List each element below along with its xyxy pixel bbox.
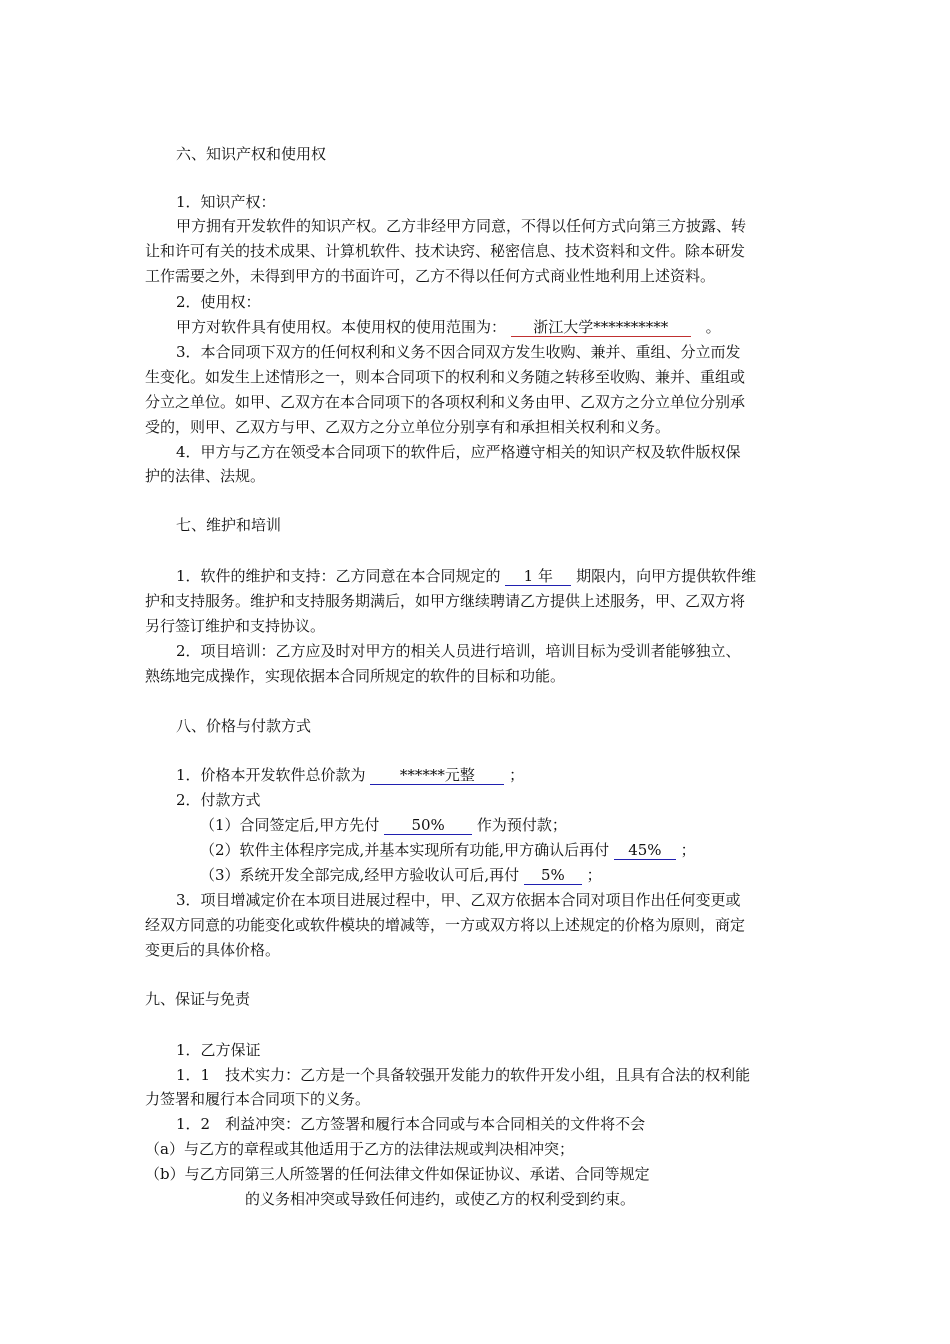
item3-line-3: 分立之单位。如甲、乙双方在本合同项下的各项权利和义务由甲、乙双方之分立单位分别承 — [145, 393, 746, 411]
section-8-heading: 八、价格与付款方式 — [176, 717, 312, 735]
section-7-heading: 七、维护和培训 — [176, 516, 282, 534]
maint-suffix: 期限内，向甲方提供软件维 — [576, 567, 757, 585]
maint-line-2: 护和支持服务。维护和支持服务期满后，如甲方继续聘请乙方提供上述服务，甲、乙双方将 — [145, 592, 746, 610]
adjust-line-3: 变更后的具体价格。 — [145, 941, 281, 959]
warranty-11-line-2: 力签署和履行本合同项下的义务。 — [145, 1090, 371, 1108]
price-field: ******元整 — [370, 766, 504, 785]
warranty-11-line-1: 1．1 技术实力：乙方是一个具备较强开发能力的软件开发小组，且具有合法的权利能 — [176, 1066, 751, 1084]
price-line — [176, 764, 524, 786]
maint-prefix: 1．软件的维护和支持：乙方同意在本合同规定的 — [176, 567, 501, 585]
item3-line-2: 生变化。如发生上述情形之一，则本合同项下的权利和义务随之转移至收购、兼并、重组或 — [145, 368, 746, 386]
use-scope-prefix: 甲方对软件具有使用权。本使用权的使用范围为： — [176, 318, 507, 336]
maint-line-3: 另行签订维护和支持协议。 — [145, 617, 326, 635]
price-suffix: ； — [509, 766, 525, 784]
section-9-heading: 九、保证与免责 — [145, 990, 251, 1008]
ip-label: 1．知识产权： — [176, 193, 276, 211]
item3-line-4: 受的，则甲、乙双方与甲、乙双方之分立单位分别享有和承担相关权利和义务。 — [145, 418, 671, 436]
pay-1-line — [200, 814, 567, 836]
price-prefix: 1．价格本开发软件总价款为 — [176, 766, 366, 784]
pay-2-line — [200, 839, 696, 861]
pay-1-field: 50% — [384, 816, 472, 835]
pay-2-field: 45% — [614, 841, 676, 860]
warranty-b-line-2: 的义务相冲突或导致任何违约，或使乙方的权利受到约束。 — [245, 1190, 636, 1208]
pay-3-prefix: （3）系统开发全部完成,经甲方验收认可后,再付 — [200, 866, 520, 884]
adjust-line-1: 3．项目增减定价在本项目进展过程中，甲、乙双方依据本合同对项目作出任何变更或 — [176, 891, 741, 909]
warranty-a-line: （a）与乙方的章程或其他适用于乙方的法律法规或判决相冲突； — [145, 1140, 574, 1158]
pay-1-suffix: 作为预付款； — [476, 816, 567, 834]
train-line-1: 2．项目培训：乙方应及时对甲方的相关人员进行培训，培训目标为受训者能够独立、 — [176, 642, 741, 660]
train-line-2: 熟练地完成操作，实现依据本合同所规定的软件的目标和功能。 — [145, 667, 566, 685]
use-label: 2．使用权： — [176, 293, 261, 311]
item4-line-2: 护的法律、法规。 — [145, 467, 266, 485]
pay-2-prefix: （2）软件主体程序完成,并基本实现所有功能,甲方确认后再付 — [200, 841, 610, 859]
ip-text-line-2: 让和许可有关的技术成果、计算机软件、技术诀窍、秘密信息、技术资料和文件。除本研发 — [145, 242, 746, 260]
item4-line-1: 4．甲方与乙方在领受本合同项下的软件后，应严格遵守相关的知识产权及软件版权保 — [176, 443, 741, 461]
maint-period-field: 1 年 — [505, 567, 571, 586]
pay-3-line — [200, 864, 602, 886]
use-scope-suffix: 。 — [705, 318, 721, 336]
use-scope-field: 浙江大学********** — [511, 318, 691, 337]
warranty-label: 1．乙方保证 — [176, 1041, 261, 1059]
section-6-heading: 六、知识产权和使用权 — [176, 145, 327, 163]
warranty-b-line-1: （b）与乙方同第三人所签署的任何法律文件如保证协议、承诺、合同等规定 — [145, 1165, 650, 1183]
ip-text-line-3: 工作需要之外，未得到甲方的书面许可，乙方不得以任何方式商业性地利用上述资料。 — [145, 267, 716, 285]
ip-text-line-1: 甲方拥有开发软件的知识产权。乙方非经甲方同意，不得以任何方式向第三方披露、转 — [176, 217, 747, 235]
pay-label: 2．付款方式 — [176, 791, 261, 809]
pay-2-suffix: ； — [680, 841, 696, 859]
adjust-line-2: 经双方同意的功能变化或软件模块的增减等，一方或双方将以上述规定的价格为原则，商定 — [145, 916, 746, 934]
pay-3-suffix: ； — [586, 866, 602, 884]
pay-1-prefix: （1）合同签定后,甲方先付 — [200, 816, 380, 834]
item3-line-1: 3．本合同项下双方的任何权利和义务不因合同双方发生收购、兼并、重组、分立而发 — [176, 343, 741, 361]
maint-line-1 — [176, 565, 756, 587]
warranty-12-line: 1．2 利益冲突：乙方签署和履行本合同或与本合同相关的文件将不会 — [176, 1115, 646, 1133]
pay-3-field: 5% — [524, 866, 582, 885]
use-scope-line — [176, 316, 721, 338]
